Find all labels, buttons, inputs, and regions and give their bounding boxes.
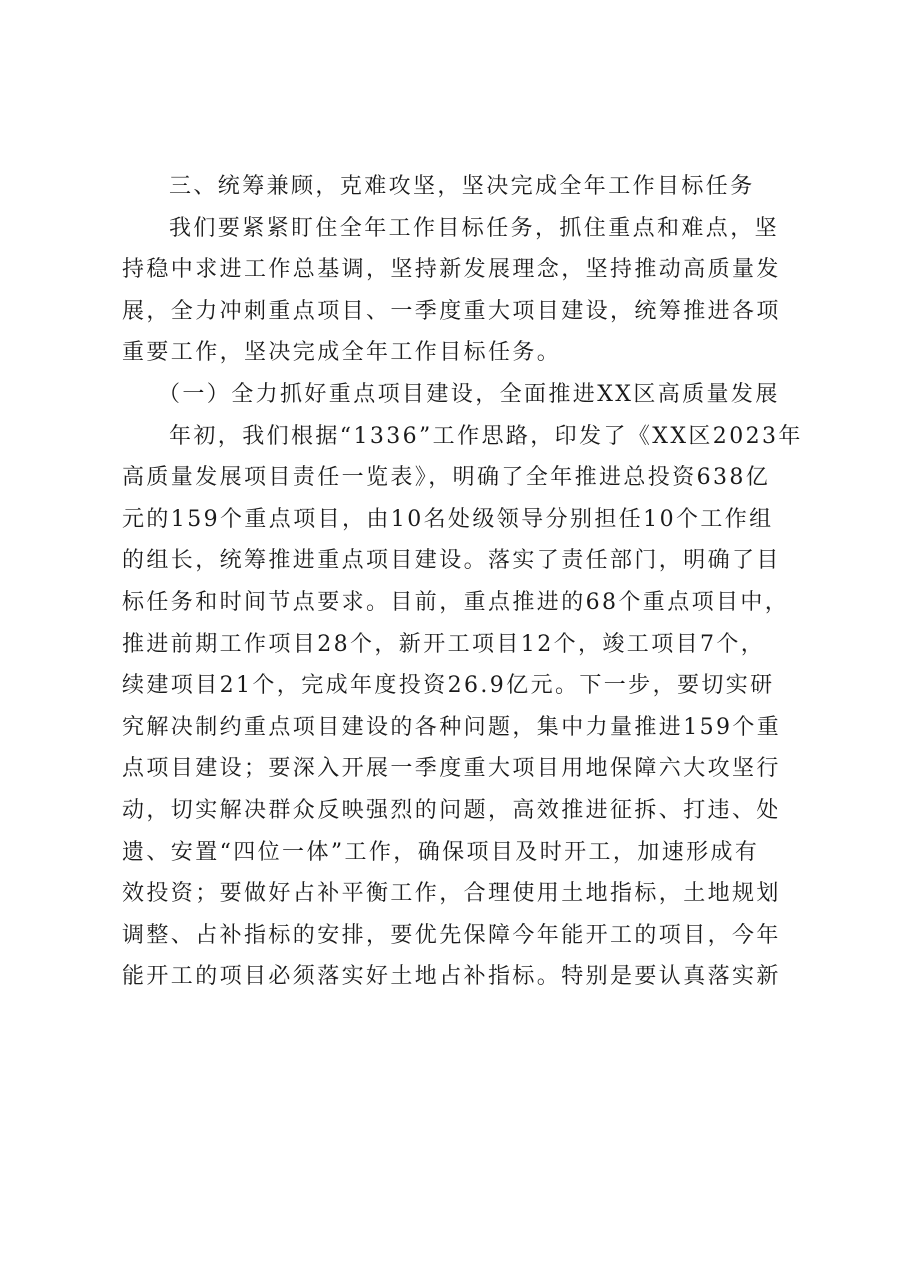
paragraph-line: 年初，我们根据“1336”工作思路，印发了《XX区2023年 [169,423,803,449]
paragraph-line: 究解决制约重点项目建设的各种问题，集中力量推进159个重 [122,714,782,740]
subheading: （一）全力抓好重点项目建设，全面推进XX区高质量发展 [158,381,780,407]
paragraph-line: 我们要紧紧盯住全年工作目标任务，抓住重点和难点，坚 [169,215,780,241]
paragraph-line: 高质量发展项目责任一览表》，明确了全年推进总投资638亿 [122,465,771,491]
paragraph-line: 续建项目21个，完成年度投资26.9亿元。下一步，要切实研 [122,673,775,699]
paragraph-line: 推进前期工作项目28个，新开工项目12个，竣工项目7个， [122,631,766,657]
section-heading: 三、统筹兼顾，克难攻坚，坚决完成全年工作目标任务 [169,174,755,199]
paragraph-line: 遗、安置“四位一体”工作，确保项目及时开工，加速形成有 [122,839,760,865]
paragraph-line: 点项目建设；要深入开展一季度重大项目用地保障六大攻坚行 [122,756,781,782]
paragraph-line: 元的159个重点项目，由10名处级领导分别担任10个工作组 [122,506,774,532]
paragraph-line: 效投资；要做好占补平衡工作，合理使用土地指标，土地规划 [122,881,781,907]
paragraph-line: 标任务和时间节点要求。目前，重点推进的68个重点项目中， [122,589,790,615]
paragraph-line: 重要工作，坚决完成全年工作目标任务。 [122,340,562,366]
paragraph-line: 能开工的项目必须落实好土地占补指标。特别是要认真落实新 [122,964,781,990]
paragraph-line: 调整、占补指标的安排，要优先保障今年能开工的项目，今年 [122,922,781,948]
document-body [122,166,803,998]
paragraph-line: 动，切实解决群众反映强烈的问题，高效推进征拆、打违、处 [122,797,781,823]
paragraph-line: 持稳中求进工作总基调，坚持新发展理念，坚持推动高质量发 [122,257,781,283]
paragraph-line: 的组长，统筹推进重点项目建设。落实了责任部门，明确了目 [122,548,781,574]
paragraph-line: 展，全力冲刺重点项目、一季度重大项目建设，统筹推进各项 [122,298,781,324]
